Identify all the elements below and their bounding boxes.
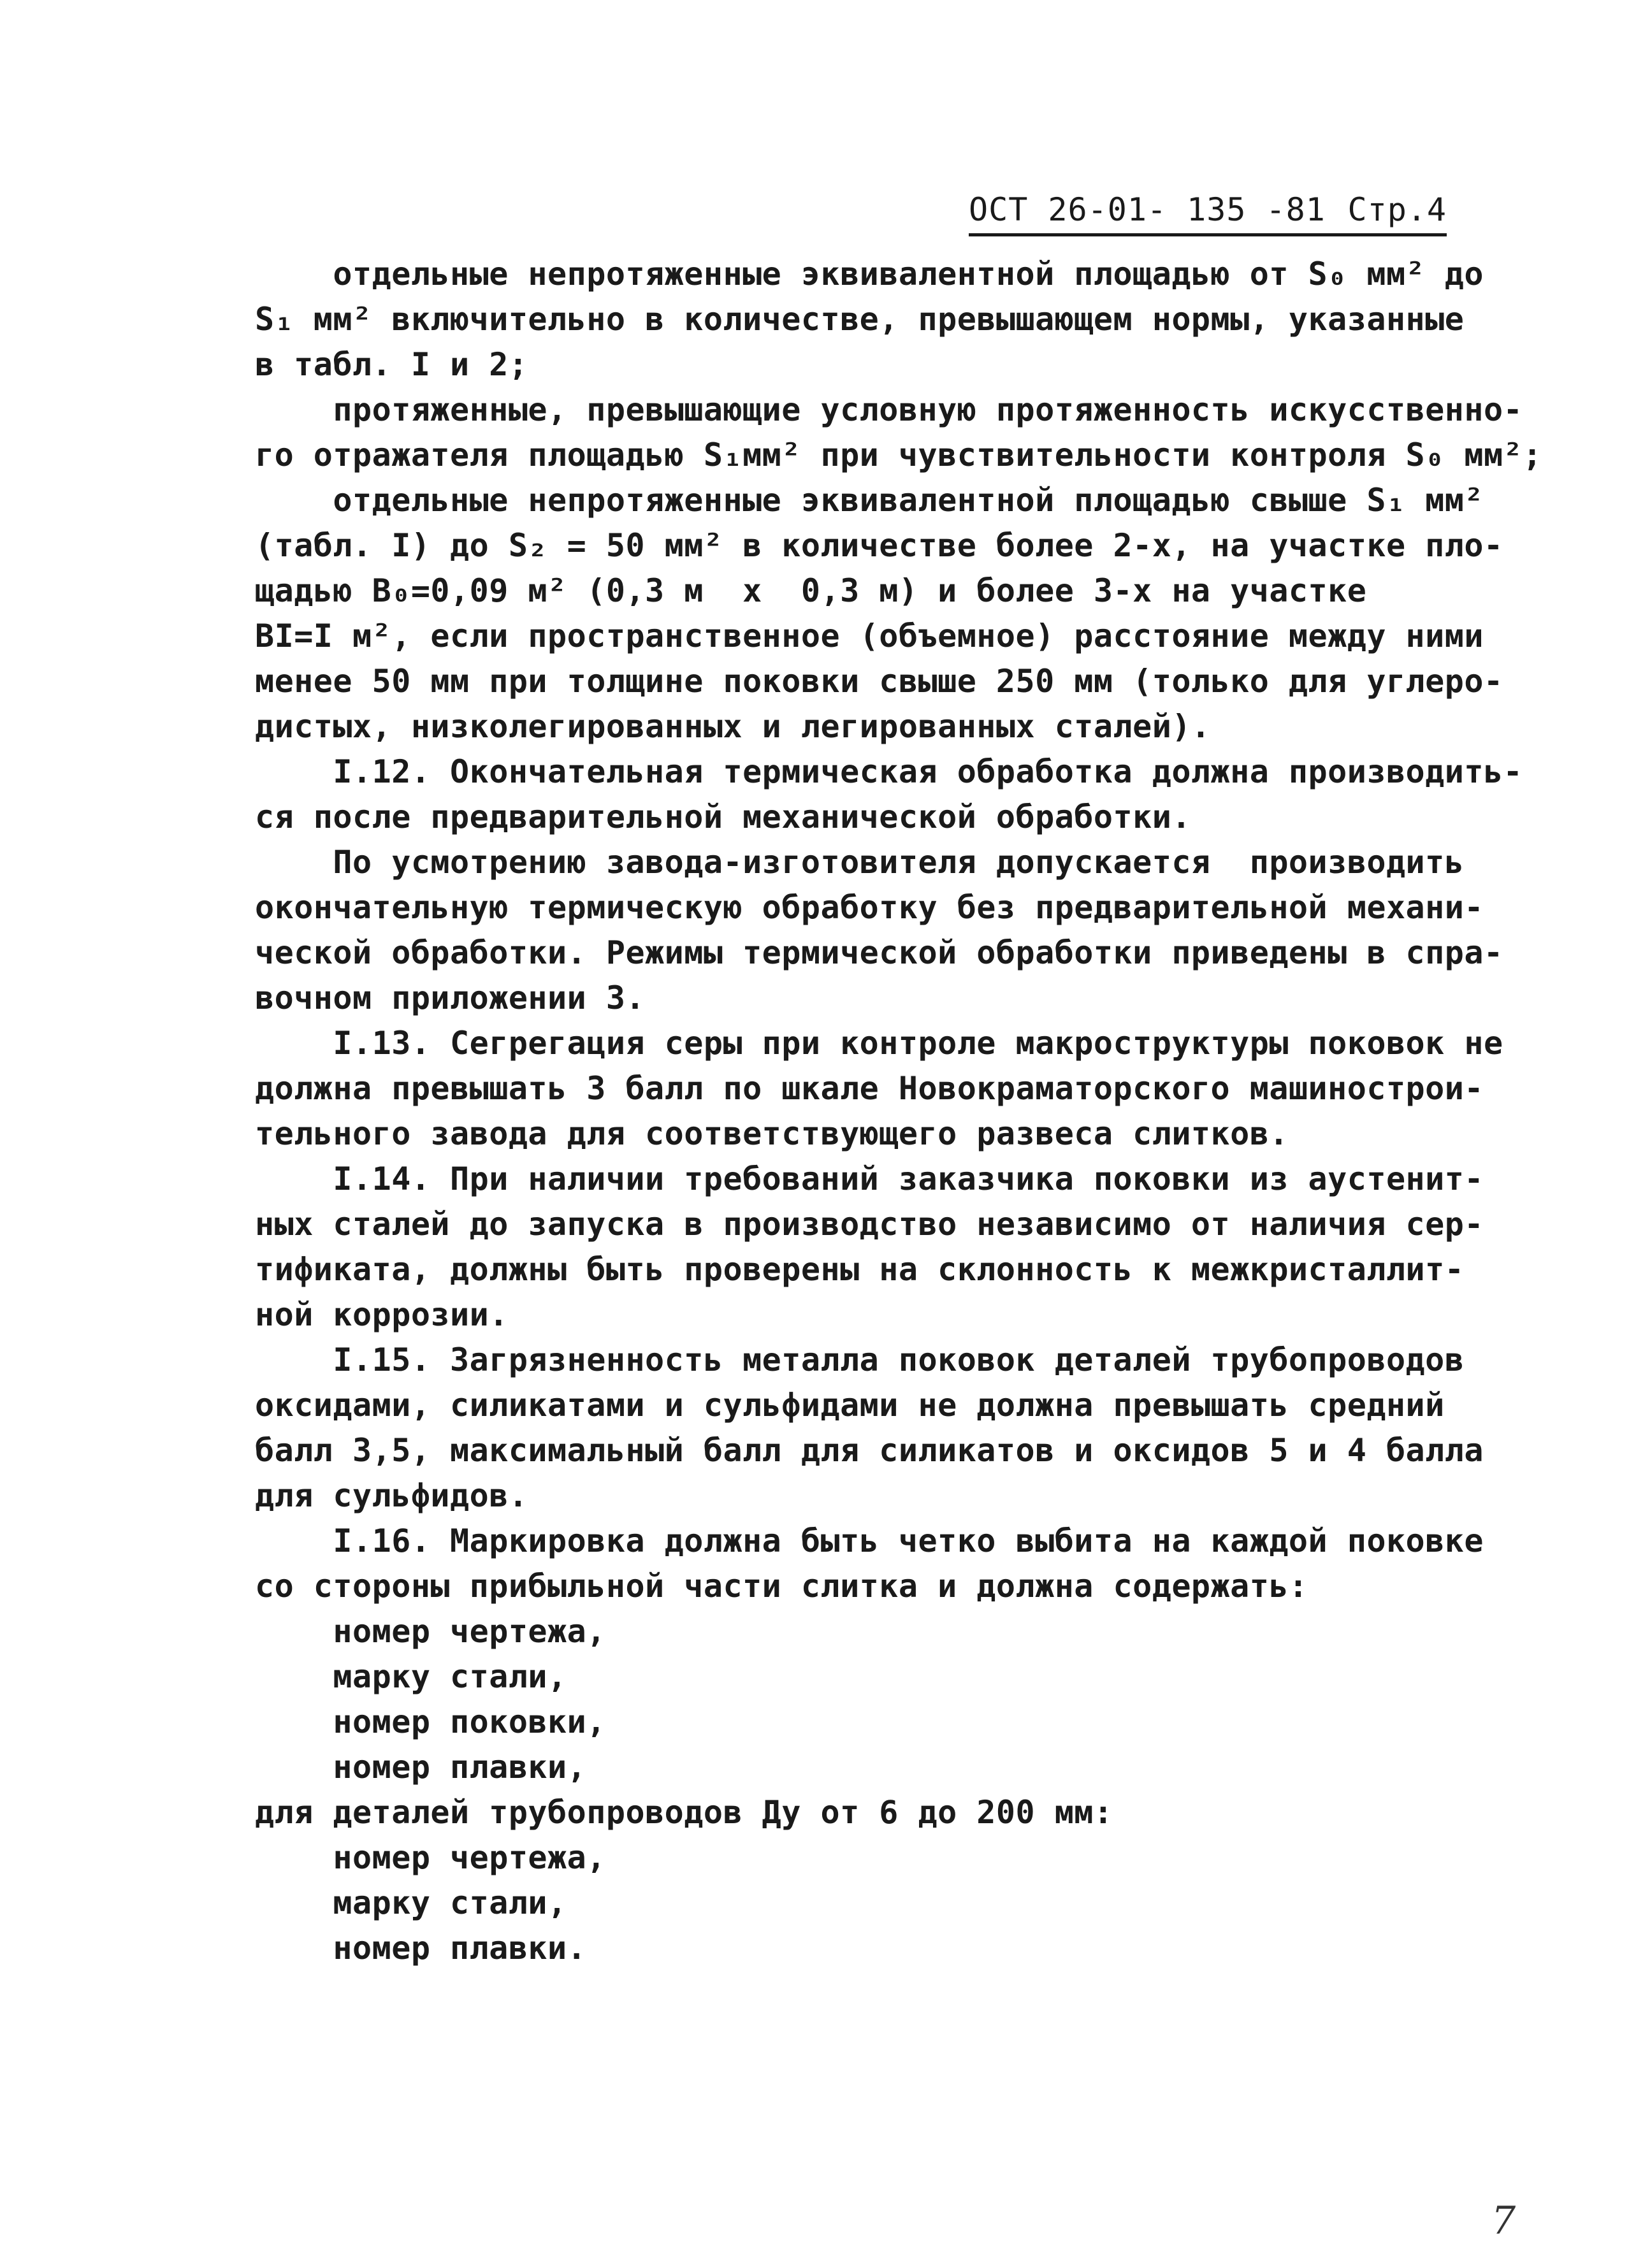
list-item: номер плавки.	[255, 1930, 587, 1967]
text-line: должна превышать 3 балл по шкале Новокраматорского машинострои-	[255, 1070, 1484, 1107]
text-line: S₁ мм² включительно в количестве, превышающем нормы, указанные	[255, 301, 1465, 338]
text-line: для деталей трубопроводов Ду от 6 до 200 мм:	[255, 1794, 1113, 1831]
list-item: марку стали,	[255, 1884, 567, 1921]
text-line: для сульфидов.	[255, 1477, 528, 1514]
text-line: го отражателя площадью S₁мм² при чувствительности контроля S₀ мм²;	[255, 437, 1542, 473]
text-line: отдельные непротяженные эквивалентной площадью от S₀ мм² до	[255, 256, 1484, 293]
page-label: Стр.4	[1347, 191, 1447, 228]
text-line: По усмотрению завода-изготовителя допускается производить	[255, 844, 1465, 881]
text-line: ных сталей до запуска в производство независимо от наличия сер-	[255, 1206, 1484, 1243]
text-line: дистых, низколегированных и легированных сталей).	[255, 708, 1211, 745]
document-body	[255, 252, 1542, 1971]
page-header	[969, 191, 1447, 236]
text-line: протяженные, превышающие условную протяженность искусственно-	[255, 391, 1523, 428]
text-line: менее 50 мм при толщине поковки свыше 250 мм (только для углеро-	[255, 663, 1503, 700]
text-line: I.16. Маркировка должна быть четко выбита на каждой поковке	[255, 1522, 1484, 1559]
list-item: марку стали,	[255, 1658, 567, 1695]
text-line: (табл. I) до S₂ = 50 мм² в количестве более 2-х, на участке пло-	[255, 527, 1503, 564]
text-line: ся после предварительной механической обработки.	[255, 798, 1191, 835]
text-line: I.12. Окончательная термическая обработка должна производить-	[255, 753, 1523, 790]
text-line: I.13. Сегрегация серы при контроле макроструктуры поковок не	[255, 1025, 1503, 1062]
list-item: номер плавки,	[255, 1749, 587, 1786]
text-line: I.14. При наличии требований заказчика поковки из аустенит-	[255, 1160, 1484, 1197]
text-line: в табл. I и 2;	[255, 346, 528, 383]
text-line: тельного завода для соответствующего развеса слитков.	[255, 1115, 1289, 1152]
text-line: оксидами, силикатами и сульфидами не должна превышать средний	[255, 1387, 1445, 1424]
text-line: тификата, должны быть проверены на склонность к межкристаллит-	[255, 1251, 1465, 1288]
handwritten-page-number: 7	[1491, 2199, 1516, 2243]
text-line: щадью B₀=0,09 м² (0,3 м х 0,3 м) и более 3-х на участке	[255, 572, 1367, 609]
list-item: номер чертежа,	[255, 1613, 606, 1650]
text-line: ной коррозии.	[255, 1296, 509, 1333]
text-line: отдельные непротяженные эквивалентной площадью свыше S₁ мм²	[255, 482, 1484, 519]
list-item: номер поковки,	[255, 1703, 606, 1740]
text-line: со стороны прибыльной части слитка и должна содержать:	[255, 1568, 1308, 1605]
list-item: номер чертежа,	[255, 1839, 606, 1876]
text-line: I.15. Загрязненность металла поковок деталей трубопроводов	[255, 1341, 1465, 1378]
text-line: ческой обработки. Режимы термической обработки приведены в спра-	[255, 934, 1503, 971]
text-line: окончательную термическую обработку без предварительной механи-	[255, 889, 1484, 926]
document-number: ОСТ 26-01- 135 -81	[969, 191, 1326, 228]
text-line: вочном приложении 3.	[255, 979, 646, 1016]
text-line: BI=I м², если пространственное (объемное) расстояние между ними	[255, 618, 1484, 654]
text-line: балл 3,5, максимальный балл для силикатов и оксидов 5 и 4 балла	[255, 1432, 1484, 1469]
